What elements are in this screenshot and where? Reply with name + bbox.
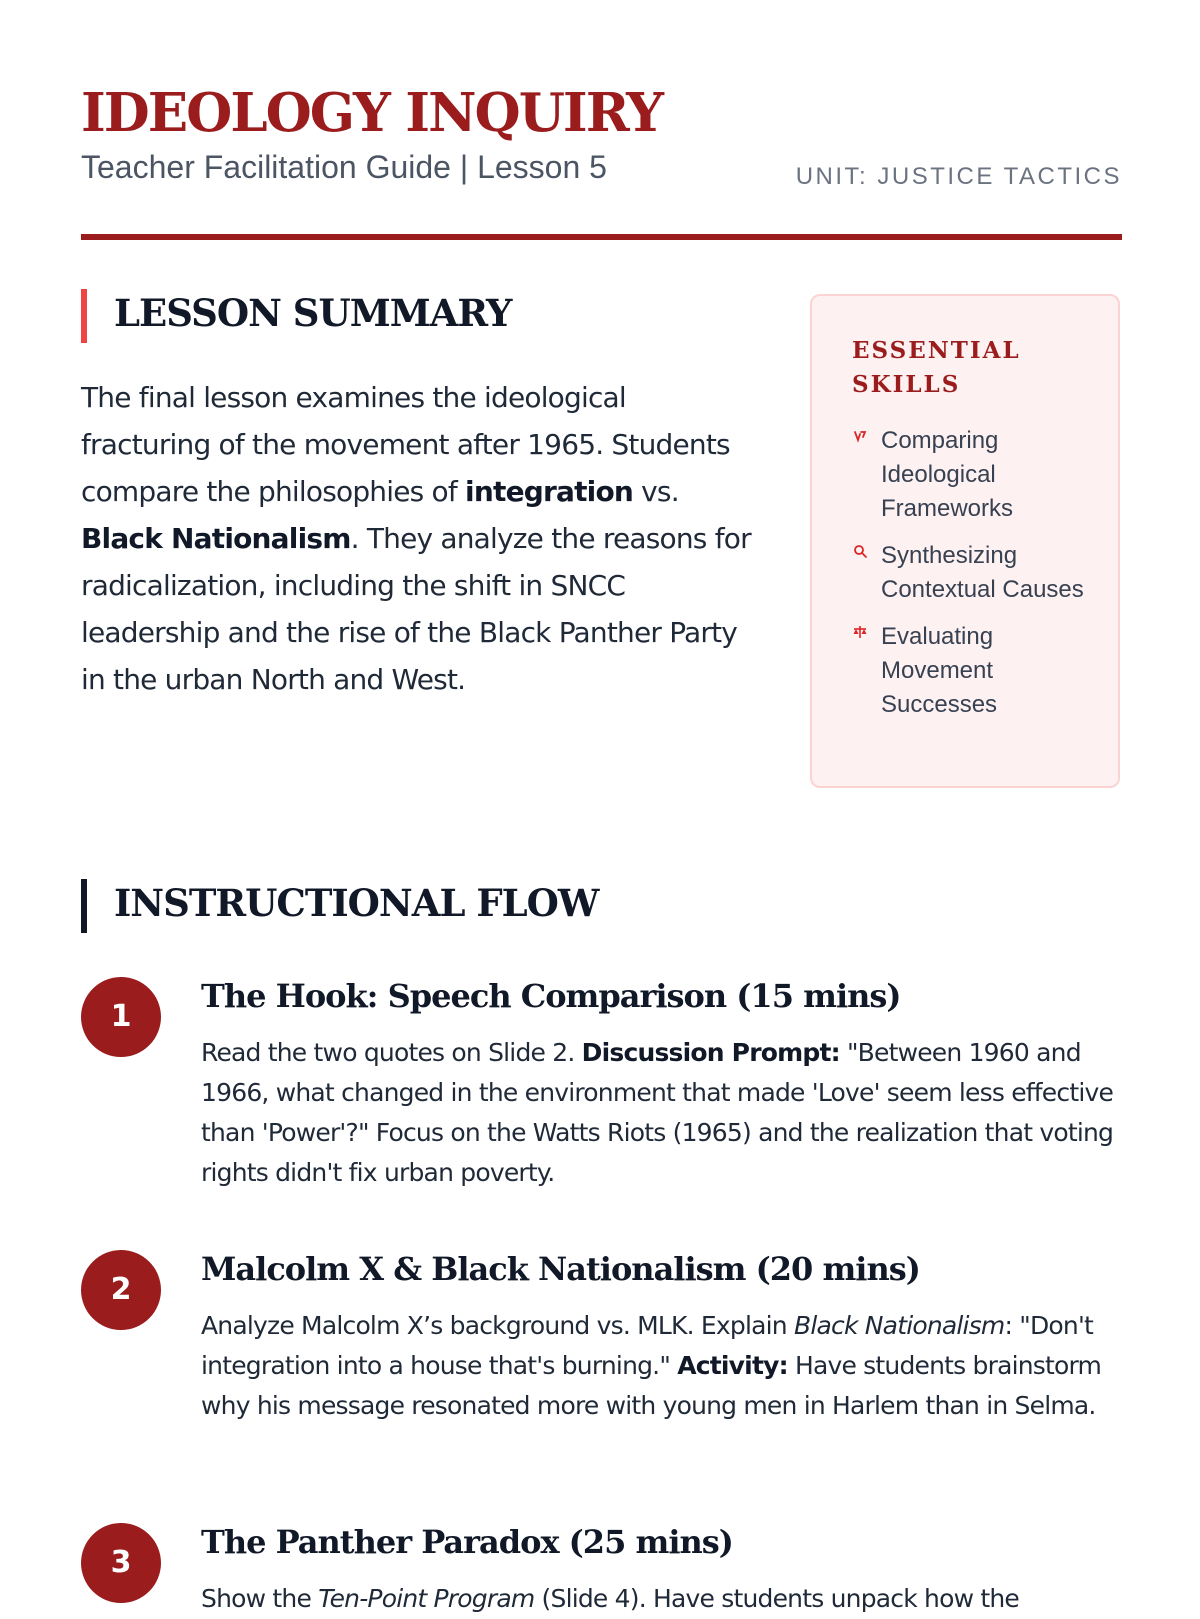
instructional-flow-heading: INSTRUCTIONAL FLOW — [114, 881, 599, 925]
section-accent-bar — [81, 289, 87, 343]
header-divider — [81, 234, 1122, 240]
step-number-badge: 3 — [81, 1523, 161, 1603]
lesson-summary-heading-block — [81, 289, 781, 343]
skill-label: Evaluating Movement Successes — [881, 623, 998, 718]
document-subtitle: Teacher Facilitation Guide | Lesson 5 — [81, 149, 607, 185]
section-accent-bar — [81, 879, 87, 933]
skill-item — [852, 424, 1092, 526]
skill-label: Comparing Ideological Frameworks — [881, 427, 1014, 522]
balance-scale-icon — [852, 624, 868, 640]
essential-skills-heading: ESSENTIAL SKILLS — [852, 337, 1021, 398]
summary-text-part: The final lesson examines the ideological fracturing of the movement after 1965. Students compare the philosophies of — [81, 381, 730, 508]
step-description — [201, 1579, 1122, 1619]
step-text-part: Read the two quotes on Slide 2. — [201, 1038, 582, 1067]
step-text-part: : "Don't integration into a house that's burning." — [201, 1311, 1094, 1380]
step-description — [201, 1306, 1122, 1426]
summary-text-part: vs. — [633, 475, 679, 508]
step-text-part: "Between 1960 and 1966, what changed in the environment that made 'Love' seem less effective than 'Power'?" Focus on the Watts Riots (1965) and the realization that voting rights didn't fix urban poverty. — [201, 1038, 1114, 1187]
step-title: The Panther Paradox (25 mins) — [201, 1523, 733, 1561]
skill-item — [852, 539, 1092, 607]
step-text-part: Analyze Malcolm X’s background vs. MLK. Explain — [201, 1311, 794, 1340]
step-title: The Hook: Speech Comparison (15 mins) — [201, 977, 901, 1015]
essential-skills-list — [852, 424, 1092, 735]
unit-label: UNIT: JUSTICE TACTICS — [795, 163, 1122, 190]
step-bold-label: Discussion Prompt: — [581, 1038, 840, 1067]
step-number-badge: 2 — [81, 1250, 161, 1330]
lesson-summary-heading: LESSON SUMMARY — [114, 291, 512, 335]
document-title: IDEOLOGY INQUIRY — [81, 82, 662, 144]
summary-bold-term: Black Nationalism — [81, 522, 351, 555]
step-number-badge: 1 — [81, 977, 161, 1057]
step-description — [201, 1033, 1122, 1193]
compare-icon — [852, 428, 868, 444]
lesson-summary-text — [81, 374, 761, 703]
step-text-part: Have students brainstorm why his message resonated more with young men in Harlem than in Selma. — [201, 1351, 1102, 1420]
step-title: Malcolm X & Black Nationalism (20 mins) — [201, 1250, 920, 1288]
essential-skills-box — [810, 294, 1120, 788]
step-italic-term: Black Nationalism — [794, 1311, 1005, 1340]
step-text-part: Show the — [201, 1584, 319, 1613]
search-icon — [852, 543, 868, 559]
step-text-part: (Slide 4). Have students unpack how the — [534, 1584, 1020, 1613]
skill-item — [852, 620, 1092, 722]
skill-label: Synthesizing Contextual Causes — [881, 542, 1084, 603]
summary-text-part: . They analyze the reasons for radicalization, including the shift in SNCC leadership and the rise of the Black Panther Party in the urban North and West. — [81, 522, 751, 696]
instructional-flow-heading-block — [81, 879, 781, 933]
summary-bold-term: integration — [465, 475, 634, 508]
step-bold-label: Activity: — [677, 1351, 788, 1380]
step-italic-term: Ten-Point Program — [318, 1584, 535, 1613]
